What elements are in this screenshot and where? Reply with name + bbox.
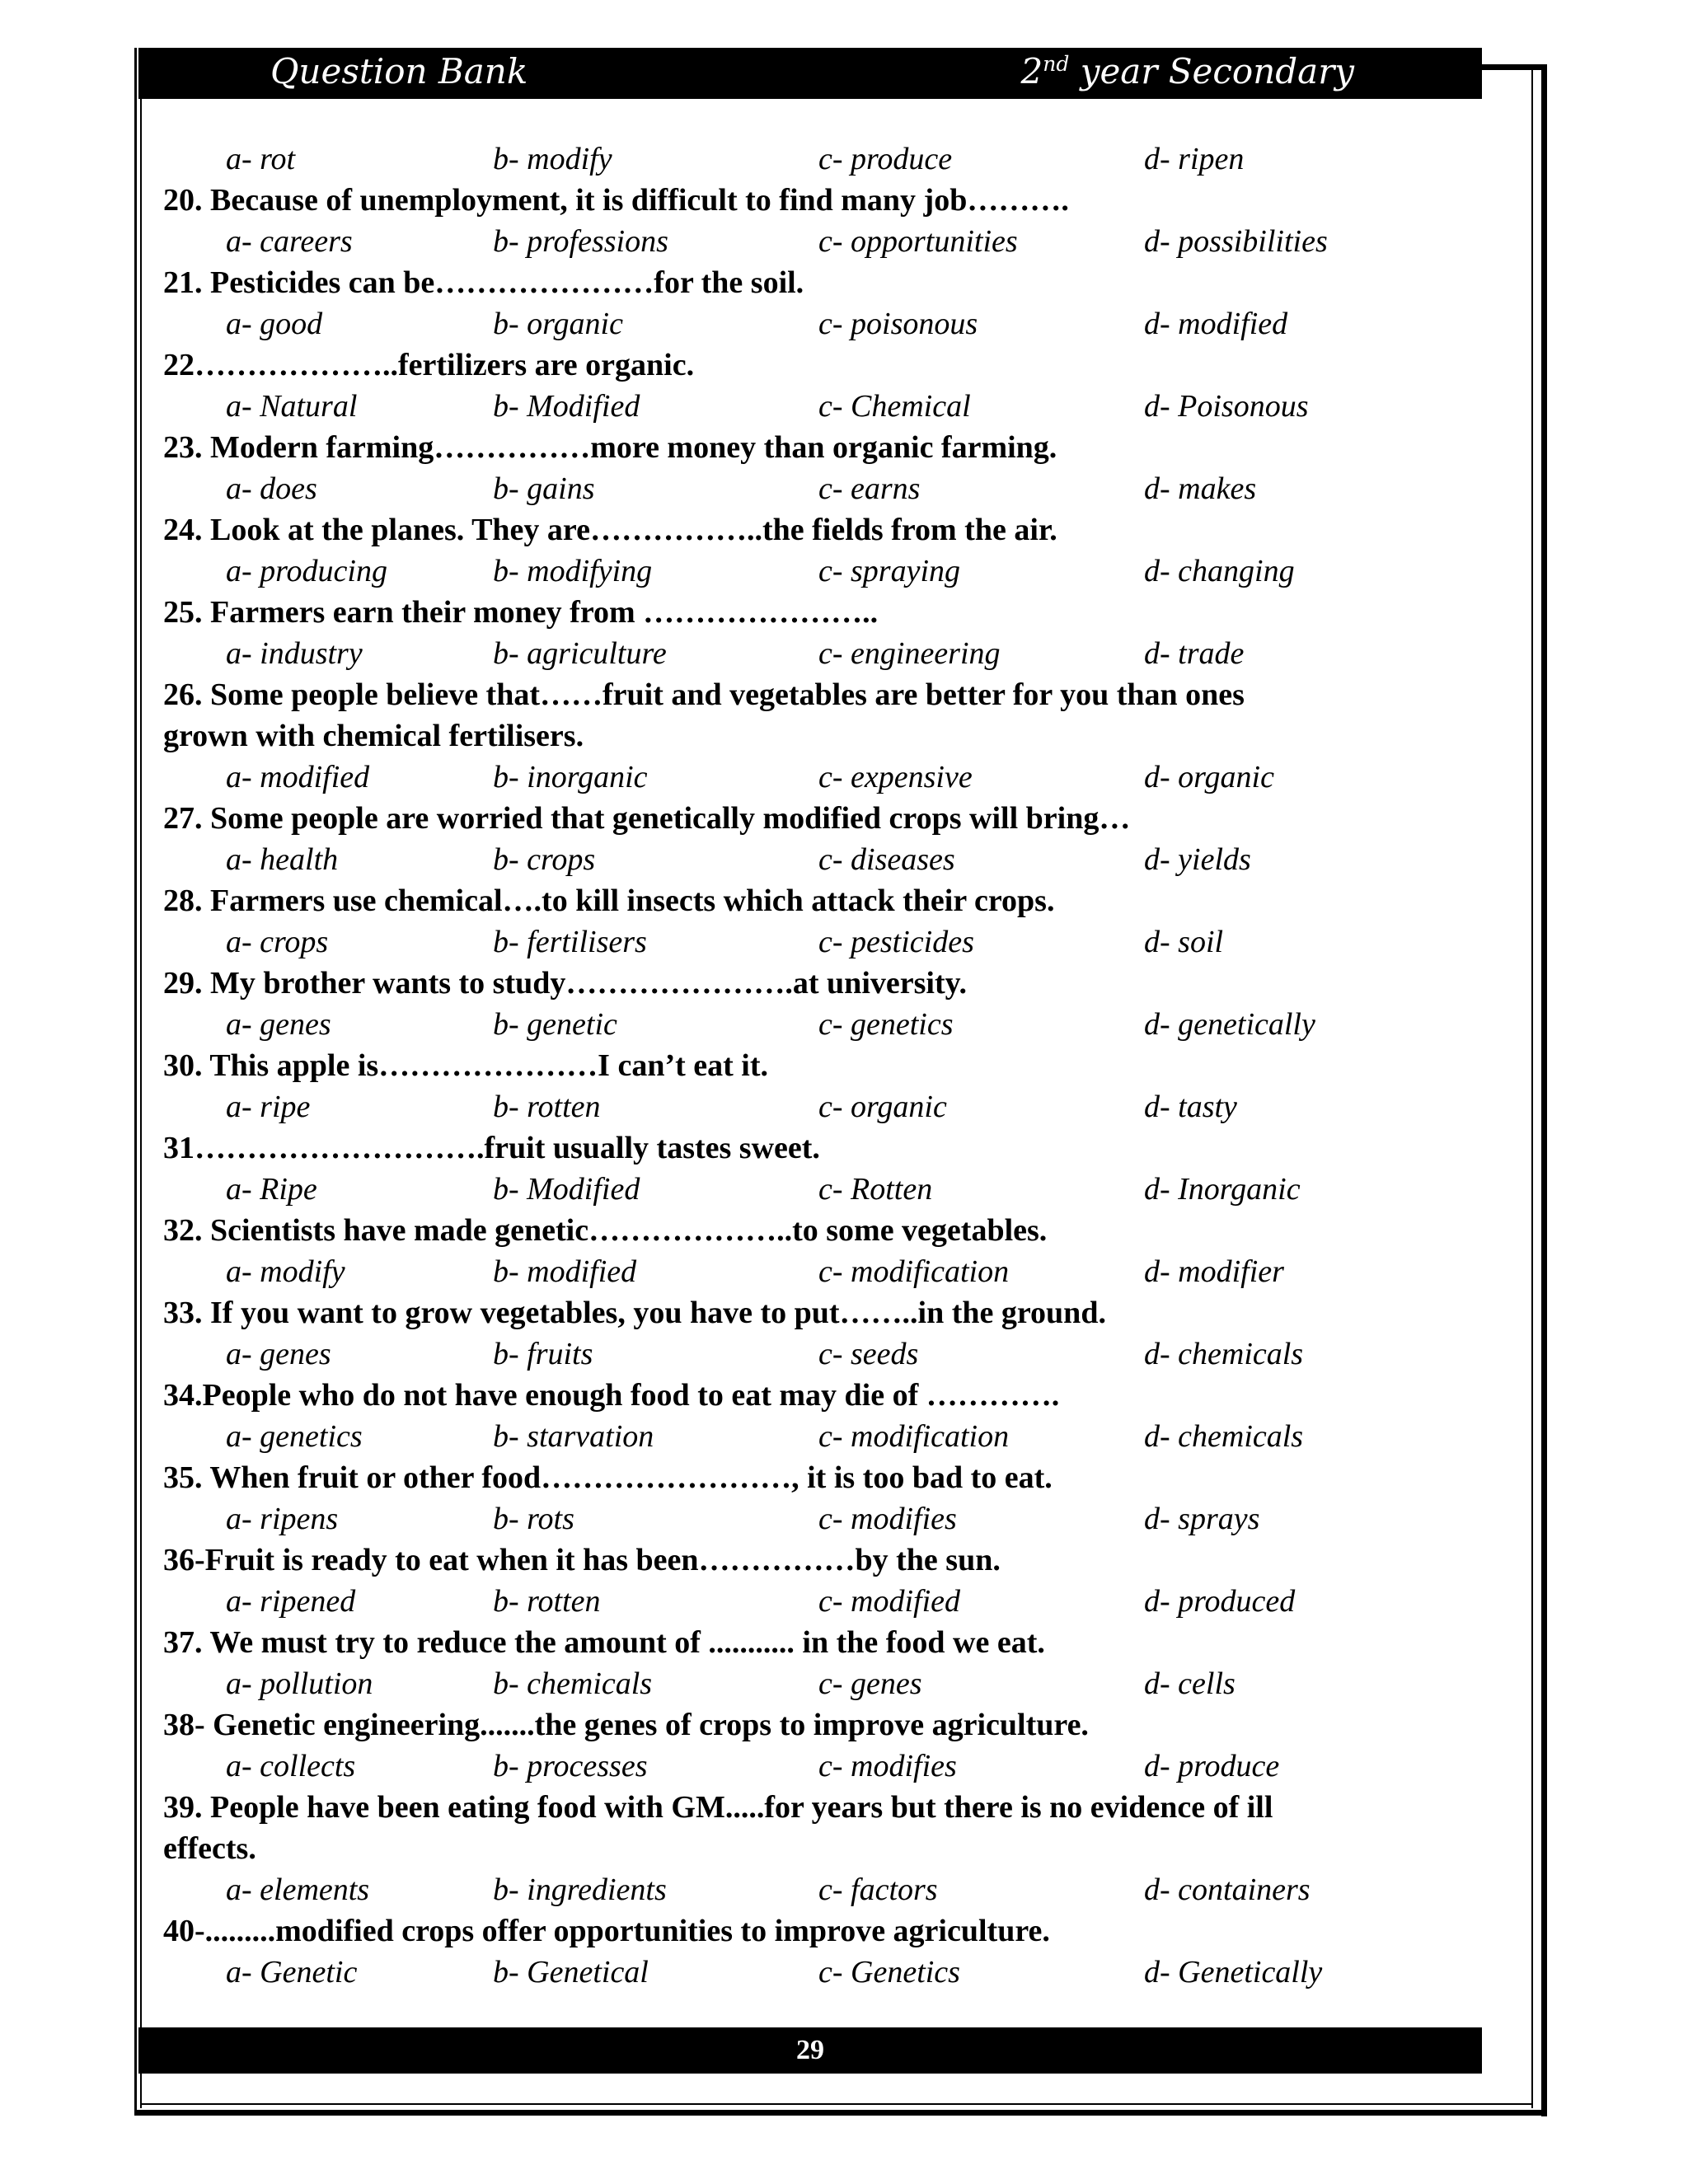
option-a: a- does [226, 471, 317, 506]
option-d: d- Genetically [1144, 1955, 1323, 1990]
question-text: 36-Fruit is ready to eat when it has been……………by the sun. [163, 1543, 1001, 1577]
option-b: b- rots [493, 1502, 574, 1536]
option-c: c- engineering [818, 636, 1001, 671]
option-c: c- diseases [818, 842, 955, 877]
question-text: effects. [163, 1831, 256, 1866]
option-b: b- inorganic [493, 760, 648, 794]
question-text: 25. Farmers earn their money from ………………….. [163, 595, 879, 630]
option-a: a- Ripe [226, 1172, 317, 1207]
grade-number: 2 [1020, 51, 1043, 91]
option-b: b- genetic [493, 1007, 617, 1042]
option-d: d- genetically [1144, 1007, 1315, 1042]
option-c: c- earns [818, 471, 921, 506]
option-d: d- produce [1144, 1749, 1280, 1783]
header-grade [1021, 51, 1354, 91]
option-c: c- genetics [818, 1007, 954, 1042]
question-text: 37. We must try to reduce the amount of ........... in the food we eat. [163, 1625, 1045, 1660]
grade-ordinal-suffix: nd [1043, 52, 1070, 76]
option-a: a- crops [226, 925, 329, 959]
option-a: a- good [226, 307, 323, 341]
option-b: b- agriculture [493, 636, 667, 671]
option-b: b- crops [493, 842, 596, 877]
option-c: c- expensive [818, 760, 973, 794]
question-text: 38- Genetic engineering.......the genes of crops to improve agriculture. [163, 1708, 1089, 1742]
option-a: a- ripe [226, 1090, 311, 1124]
option-c: c- modifies [818, 1502, 957, 1536]
options-row [163, 1581, 1482, 1622]
option-b: b- Genetical [493, 1955, 649, 1990]
option-d: d- containers [1144, 1872, 1311, 1907]
option-d: d- chemicals [1144, 1337, 1304, 1371]
question-text: 27. Some people are worried that genetically modified crops will bring… [163, 801, 1131, 836]
option-d: d- Poisonous [1144, 389, 1309, 424]
option-b: b- fertilisers [493, 925, 647, 959]
option-c: c- genes [818, 1666, 922, 1701]
options-row [163, 921, 1482, 963]
option-d: d- yields [1144, 842, 1251, 877]
option-c: c- modifies [818, 1749, 957, 1783]
option-c: c- produce [818, 142, 953, 176]
header-title: Question Bank [270, 51, 528, 91]
option-a: a- health [226, 842, 339, 877]
option-c: c- Chemical [818, 389, 971, 424]
option-b: b- Modified [493, 389, 640, 424]
question-text: 33. If you want to grow vegetables, you have to put……..in the ground. [163, 1296, 1106, 1330]
frame-left [134, 48, 137, 2115]
question-text: 40-.........modified crops offer opportunities to improve agriculture. [163, 1914, 1050, 1948]
option-d: d- possibilities [1144, 224, 1328, 259]
option-b: b- rotten [493, 1090, 601, 1124]
option-a: a- Natural [226, 389, 358, 424]
option-a: a- industry [226, 636, 363, 671]
option-c: c- pesticides [818, 925, 974, 959]
option-a: a- collects [226, 1749, 356, 1783]
option-d: d- produced [1144, 1584, 1296, 1619]
option-d: d- changing [1144, 554, 1295, 588]
question-text: 24. Look at the planes. They are……………..the fields from the air. [163, 513, 1057, 547]
option-d: d- cells [1144, 1666, 1236, 1701]
option-d: d- modifier [1144, 1254, 1284, 1289]
option-c: c- organic [818, 1090, 947, 1124]
question-text: 32. Scientists have made genetic………………..to some vegetables. [163, 1213, 1048, 1248]
options-row [163, 468, 1482, 509]
option-c: c- modification [818, 1254, 1010, 1289]
option-b: b- fruits [493, 1337, 593, 1371]
options-row [163, 1004, 1482, 1045]
option-a: a- modified [226, 760, 370, 794]
options-row [163, 1416, 1482, 1457]
option-d: d- trade [1144, 636, 1245, 671]
option-b: b- modify [493, 142, 612, 176]
option-c: c- modified [818, 1584, 961, 1619]
question-text: 29. My brother wants to study………………….at university. [163, 966, 968, 1001]
option-c: c- modification [818, 1419, 1010, 1454]
question-text: 30. This apple is…………………I can’t eat it. [163, 1048, 769, 1083]
option-c: c- Genetics [818, 1955, 960, 1990]
question-list [163, 138, 1482, 1993]
question-text: 35. When fruit or other food……………………, it is too bad to eat. [163, 1460, 1053, 1495]
option-c: c- poisonous [818, 307, 978, 341]
options-row [163, 1251, 1482, 1292]
options-row [163, 1869, 1482, 1910]
option-d: d- chemicals [1144, 1419, 1304, 1454]
option-b: b- modified [493, 1254, 637, 1289]
option-b: b- processes [493, 1749, 648, 1783]
options-row [163, 1952, 1482, 1993]
option-a: a- genes [226, 1337, 331, 1371]
option-a: a- Genetic [226, 1955, 358, 1990]
option-a: a- genetics [226, 1419, 363, 1454]
option-d: d- Inorganic [1144, 1172, 1301, 1207]
option-a: a- rot [226, 142, 296, 176]
option-a: a- modify [226, 1254, 345, 1289]
question-text: 34.People who do not have enough food to eat may die of …………. [163, 1378, 1060, 1413]
options-row [163, 386, 1482, 427]
option-b: b- ingredients [493, 1872, 667, 1907]
option-a: a- pollution [226, 1666, 373, 1701]
option-b: b- starvation [493, 1419, 654, 1454]
frame-right [1541, 64, 1547, 2116]
option-b: b- chemicals [493, 1666, 653, 1701]
options-row [163, 1333, 1482, 1375]
option-a: a- genes [226, 1007, 331, 1042]
option-d: d- tasty [1144, 1090, 1237, 1124]
options-row [163, 221, 1482, 262]
option-d: d- ripen [1144, 142, 1245, 176]
options-row [163, 1746, 1482, 1787]
option-b: b- modifying [493, 554, 653, 588]
footer-bar [138, 2027, 1482, 2074]
option-b: b- professions [493, 224, 668, 259]
option-d: d- soil [1144, 925, 1224, 959]
option-b: b- organic [493, 307, 623, 341]
options-row [163, 551, 1482, 592]
option-c: c- factors [818, 1872, 938, 1907]
question-text: 26. Some people believe that……fruit and vegetables are better for you than ones [163, 677, 1245, 712]
frame-left-inner [140, 48, 142, 2108]
question-text: 28. Farmers use chemical….to kill insects which attack their crops. [163, 883, 1055, 918]
options-row [163, 757, 1482, 798]
options-row [163, 1086, 1482, 1127]
grade-label: year Secondary [1069, 51, 1354, 91]
option-c: c- seeds [818, 1337, 919, 1371]
options-row [163, 303, 1482, 344]
question-text: 22………………..fertilizers are organic. [163, 348, 695, 382]
frame-top-right [1482, 64, 1547, 70]
options-row [163, 1498, 1482, 1540]
option-a: a- ripened [226, 1584, 356, 1619]
option-c: c- Rotten [818, 1172, 933, 1207]
option-d: d- modified [1144, 307, 1288, 341]
question-text: 21. Pesticides can be…………………for the soil. [163, 265, 804, 300]
option-b: b- gains [493, 471, 595, 506]
options-row [163, 1663, 1482, 1704]
frame-bottom [134, 2110, 1547, 2116]
option-d: d- makes [1144, 471, 1257, 506]
option-d: d- sprays [1144, 1502, 1260, 1536]
option-a: a- producing [226, 554, 387, 588]
page-number: 29 [796, 2035, 824, 2065]
frame-bottom-inner [140, 2103, 1533, 2105]
question-text: 39. People have been eating food with GM.....for years but there is no evidence of ill [163, 1790, 1273, 1825]
option-d: d- organic [1144, 760, 1274, 794]
question-text: 20. Because of unemployment, it is difficult to find many job………. [163, 183, 1069, 218]
options-row [163, 1169, 1482, 1210]
option-b: b- rotten [493, 1584, 601, 1619]
options-row [163, 138, 1482, 180]
option-b: b- Modified [493, 1172, 640, 1207]
question-text: 31……………………….fruit usually tastes sweet. [163, 1131, 820, 1165]
question-text: 23. Modern farming……………more money than organic farming. [163, 430, 1057, 465]
options-row [163, 633, 1482, 674]
option-a: a- ripens [226, 1502, 339, 1536]
header-bar [138, 48, 1482, 99]
question-text: grown with chemical fertilisers. [163, 719, 584, 753]
frame-right-inner [1531, 68, 1533, 2108]
option-a: a- careers [226, 224, 353, 259]
option-c: c- opportunities [818, 224, 1018, 259]
option-a: a- elements [226, 1872, 370, 1907]
option-c: c- spraying [818, 554, 961, 588]
options-row [163, 839, 1482, 880]
